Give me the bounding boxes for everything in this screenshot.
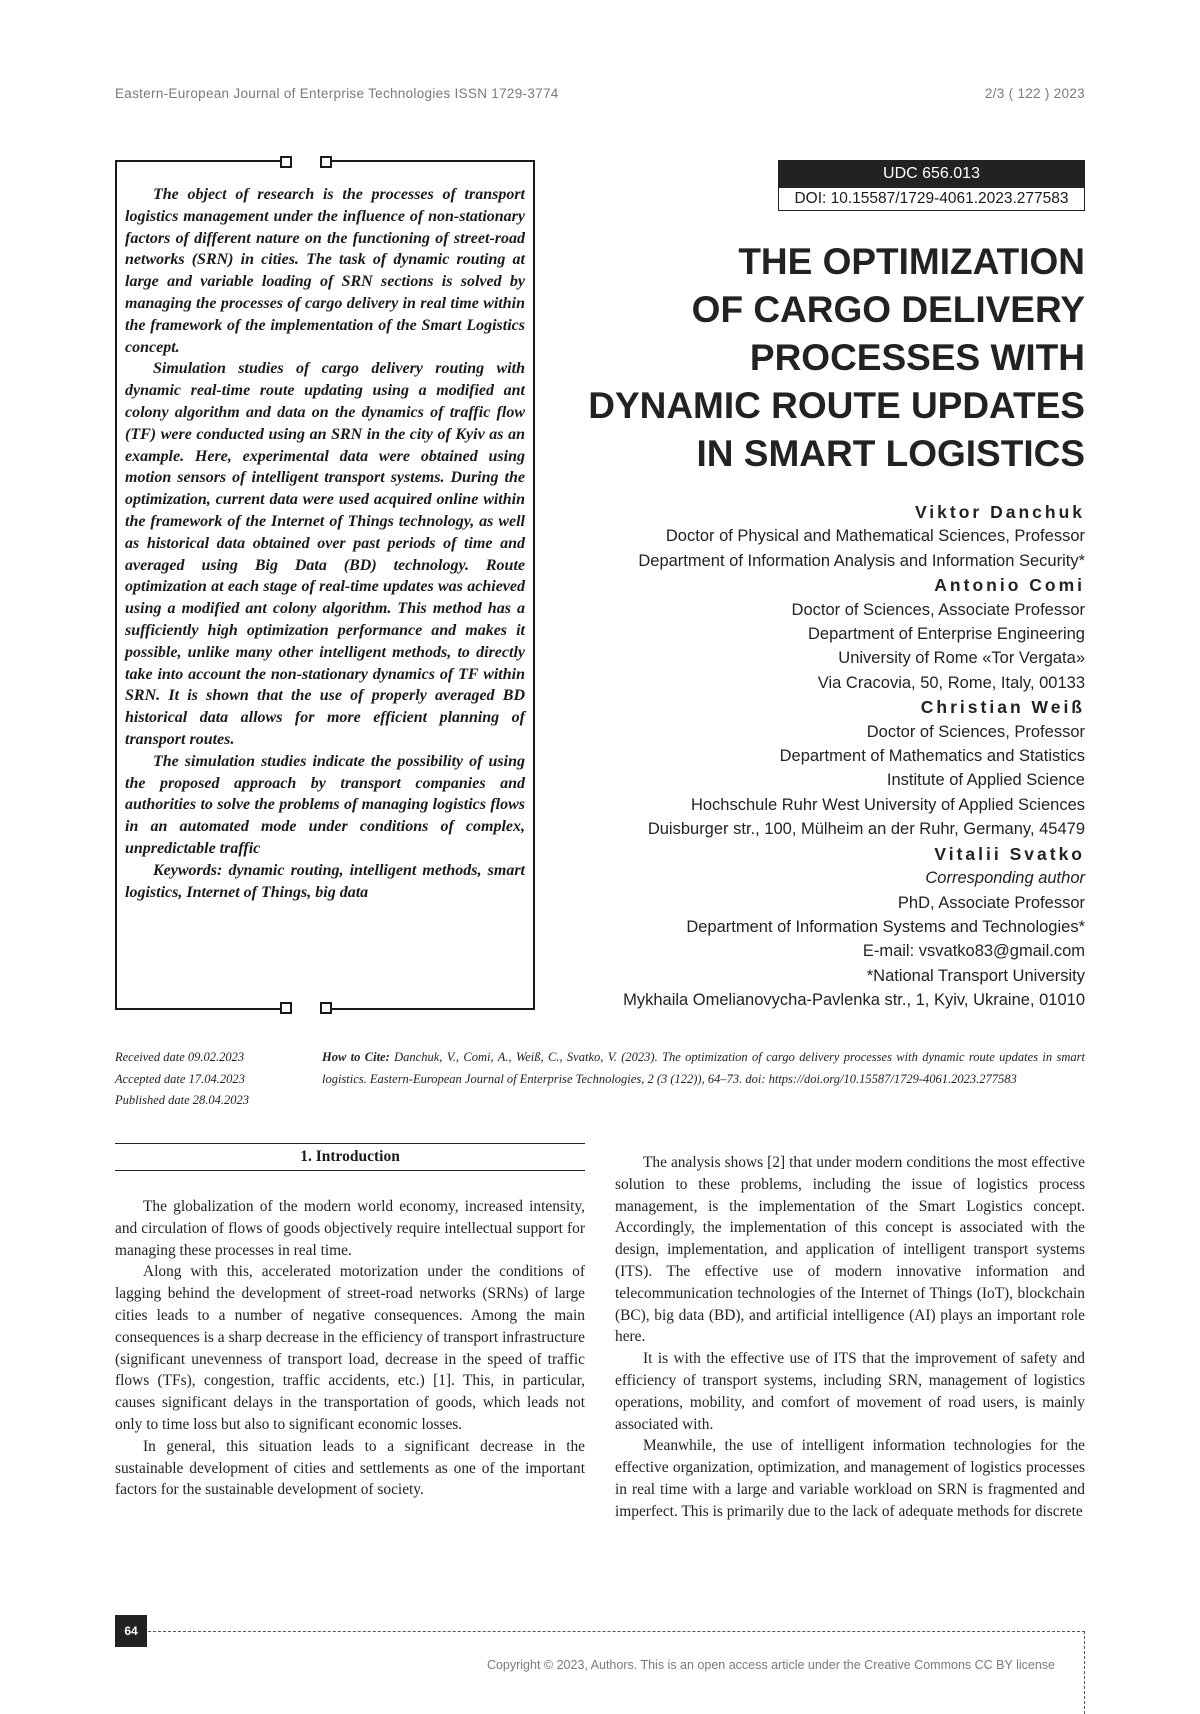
title-line: DYNAMIC ROUTE UPDATES: [588, 385, 1085, 426]
author-affiliation: Department of Information Systems and Technologies*: [686, 917, 1085, 936]
author-affiliation: Institute of Applied Science: [886, 771, 1085, 790]
body-column-left: [115, 1196, 585, 1501]
author-affiliation: Hochschule Ruhr West University of Applied Sciences: [690, 795, 1085, 814]
title-line: THE OPTIMIZATION: [738, 241, 1085, 282]
author-affiliation: *National Transport University: [866, 966, 1085, 985]
abstract-paragraph: The simulation studies indicate the possibility of using the proposed approach by transport companies and authorities to solve the problems of managing logistics flows in an automated mode under conditions of complex, unpredictable traffic: [125, 752, 525, 857]
title-line: OF CARGO DELIVERY: [691, 289, 1085, 330]
page-number: 64: [115, 1615, 147, 1647]
doi-link[interactable]: DOI: 10.15587/1729-4061.2023.277583: [778, 187, 1085, 211]
abstract-text: [125, 184, 525, 903]
box-corner-mark: [320, 156, 332, 168]
author-affiliation: Duisburger str., 100, Mülheim an der Ruhr, Germany, 45479: [647, 820, 1085, 839]
body-paragraph: It is with the effective use of ITS that the improvement of safety and efficiency of transport systems, including SRN, management of logistics operations, mobility, and comfort of movement of road users, is mainly associated with.: [615, 1350, 1085, 1433]
body-paragraph: The analysis shows [2] that under modern conditions the most effective solution to these problems, including the issue of logistics process management, is the implementation of the Smart Logistics concept. Accordingly, the implementation of this concept is associated with the design, implementation, and application of intelligent transport systems (ITS). The effective use of modern innovative information and telecommunication technologies of the Internet of Things (IoT), blockchain (BC), big data (BD), and artificial intelligence (AI) plays an important role here.: [615, 1154, 1085, 1346]
author-affiliation: Via Cracovia, 50, Rome, Italy, 00133: [817, 673, 1085, 692]
author-affiliation: University of Rome «Tor Vergata»: [838, 649, 1085, 668]
author-email[interactable]: E-mail: vsvatko83@gmail.com: [862, 942, 1085, 961]
author-affiliation: Mykhaila Omelianovycha-Pavlenka str., 1, Kyiv, Ukraine, 01010: [623, 991, 1085, 1010]
author-block: [545, 500, 1085, 1013]
journal-name: Eastern-European Journal of Enterprise Technologies ISSN 1729-3774: [115, 86, 559, 101]
author-affiliation: PhD, Associate Professor: [897, 893, 1085, 912]
author-name: Christian Weiß: [920, 697, 1085, 718]
udc-label: UDC 656.013: [778, 160, 1085, 187]
accepted-date: Accepted date 17.04.2023: [115, 1071, 245, 1086]
author-affiliation: Department of Information Analysis and Information Security*: [638, 551, 1085, 570]
box-corner-mark: [280, 1002, 292, 1014]
author-name: Vitalii Svatko: [934, 843, 1085, 864]
keywords: Keywords: dynamic routing, intelligent methods, smart logistics, Internet of Things, big data: [125, 861, 525, 901]
body-column-right: [615, 1152, 1085, 1523]
footer-divider: [148, 1631, 1085, 1632]
body-paragraph: In general, this situation leads to a significant decrease in the sustainable development of cities and settlements as one of the important factors for the sustainable development of society.: [115, 1437, 585, 1499]
cite-label: How to Cite:: [322, 1050, 390, 1064]
author-affiliation: Doctor of Sciences, Associate Professor: [791, 600, 1085, 619]
box-corner-mark: [280, 156, 292, 168]
running-head: [115, 86, 1085, 106]
paper-title: [545, 238, 1085, 478]
cite-text: Danchuk, V., Comi, A., Weiß, C., Svatko, V. (2023). The optimization of cargo delivery processes with dynamic route updates in smart logistics. Eastern-European Journal of Enterprise Technologies, 2 (3 (122)), 64–73. doi: https://doi.org/10.15587/1729-4061.2023.277583: [322, 1050, 1085, 1086]
footer-divider-vertical: [1084, 1631, 1085, 1714]
abstract-paragraph: The object of research is the processes of transport logistics management under the influence of non-stationary factors of different nature on the functioning of street-road networks (SRN) in cities. The task of dynamic routing at large and variable loading of SRN sections is solved by managing the processes of cargo delivery in real time within the framework of the implementation of the Smart Logistics concept.: [125, 186, 525, 356]
section-heading: 1. Introduction: [115, 1143, 585, 1171]
received-date: Received date 09.02.2023: [115, 1050, 245, 1064]
issue-number: 2/3 ( 122 ) 2023: [984, 86, 1085, 101]
box-corner-mark: [320, 1002, 332, 1014]
author-name: Viktor Danchuk: [914, 502, 1085, 522]
body-paragraph: Along with this, accelerated motorization under the conditions of lagging behind the development of street-road networks (SRNs) of large cities leads to a number of negative consequences. Among the main consequences is a sharp decrease in the efficiency of transport infrastructure (significant unevenness of transport load, decrease in the speed of traffic flows (TFs), congestion, traffic accidents, etc.) [1]. This, in particular, causes significant delays in the transportation of goods, which leads not only to time loss but also to significant economic losses.: [115, 1263, 585, 1433]
published-date: Published date 28.04.2023: [115, 1093, 250, 1107]
abstract-paragraph: Simulation studies of cargo delivery routing with dynamic real-time route updating using a modified ant colony algorithm and data on the dynamics of traffic flow (TF) were conducted using an SRN in the city of Kyiv as an example. Here, experimental data were obtained using motion sensors of intelligent transport systems. During the optimization, current data were used acquired online within the framework of the Internet of Things technology, as well as historical data obtained over past periods of time and averaged using Big Data (BD) technology. Route optimization at each stage of real-time updates was achieved using a modified ant colony algorithm. This method has a sufficiently high optimization performance and makes it possible, unlike many other intelligent methods, to directly take into account the non-stationary dynamics of TF within SRN. It is shown that the use of properly averaged BD historical data allows for more efficient planning of transport routes.: [125, 360, 525, 748]
abstract-box: [115, 160, 535, 1010]
body-paragraph: Meanwhile, the use of intelligent information technologies for the effective organization, optimization, and management of logistics processes in real time with a large and variable workload on SRN is fragmented and imperfect. This is primarily due to the lack of adequate methods for discrete: [615, 1437, 1085, 1520]
article-dates: [115, 1047, 295, 1112]
author-name: Antonio Comi: [934, 575, 1085, 596]
author-affiliation: Doctor of Physical and Mathematical Sciences, Professor: [665, 527, 1085, 546]
body-paragraph: The globalization of the modern world economy, increased intensity, and circulation of flows of goods objectively require intellectual support for managing these processes in real time.: [115, 1198, 585, 1259]
author-affiliation: Doctor of Sciences, Professor: [866, 722, 1085, 741]
license-note: Copyright © 2023, Authors. This is an open access article under the Creative Commons CC BY license: [486, 1658, 1055, 1672]
how-to-cite: [322, 1047, 1085, 1090]
title-line: IN SMART LOGISTICS: [696, 433, 1085, 474]
title-line: PROCESSES WITH: [749, 337, 1085, 378]
author-affiliation: Department of Enterprise Engineering: [808, 625, 1085, 644]
corresponding-author-note: Corresponding author: [925, 869, 1085, 888]
author-affiliation: Department of Mathematics and Statistics: [779, 747, 1085, 766]
